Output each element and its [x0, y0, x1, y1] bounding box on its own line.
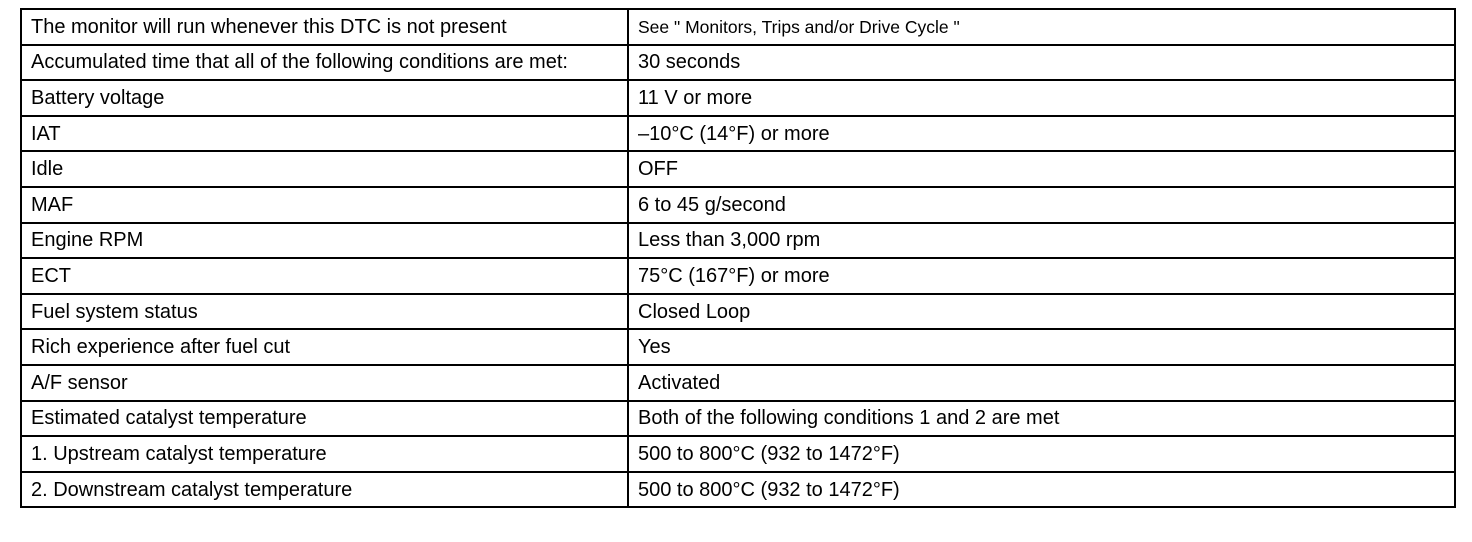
- condition-item-cell: Engine RPM: [21, 223, 628, 259]
- condition-item-cell: Fuel system status: [21, 294, 628, 330]
- condition-value-cell: Closed Loop: [628, 294, 1455, 330]
- condition-item-cell: Estimated catalyst temperature: [21, 401, 628, 437]
- condition-item-cell: MAF: [21, 187, 628, 223]
- table-row: [21, 223, 1455, 259]
- table-row: [21, 401, 1455, 437]
- condition-item-cell: Rich experience after fuel cut: [21, 329, 628, 365]
- table-row: [21, 365, 1455, 401]
- condition-item-cell: Battery voltage: [21, 80, 628, 116]
- condition-item-cell: IAT: [21, 116, 628, 152]
- table-row: [21, 9, 1455, 45]
- table-row: [21, 258, 1455, 294]
- condition-item-cell: 2. Downstream catalyst temperature: [21, 472, 628, 508]
- condition-value-cell: OFF: [628, 151, 1455, 187]
- conditions-table-container: [20, 8, 1450, 508]
- condition-value-cell: 6 to 45 g/second: [628, 187, 1455, 223]
- table-row: [21, 294, 1455, 330]
- condition-value-cell: Less than 3,000 rpm: [628, 223, 1455, 259]
- condition-value-cell: 75°C (167°F) or more: [628, 258, 1455, 294]
- condition-value-cell: –10°C (14°F) or more: [628, 116, 1455, 152]
- table-row: [21, 436, 1455, 472]
- table-row: [21, 80, 1455, 116]
- condition-value-cell: Yes: [628, 329, 1455, 365]
- condition-item-cell: Accumulated time that all of the following conditions are met:: [21, 45, 628, 81]
- condition-item-cell: A/F sensor: [21, 365, 628, 401]
- condition-value-cell: Both of the following conditions 1 and 2 are met: [628, 401, 1455, 437]
- table-row: [21, 187, 1455, 223]
- condition-value-cell: 500 to 800°C (932 to 1472°F): [628, 472, 1455, 508]
- condition-value-cell: Activated: [628, 365, 1455, 401]
- table-row: [21, 116, 1455, 152]
- condition-item-cell: 1. Upstream catalyst temperature: [21, 436, 628, 472]
- condition-item-cell: ECT: [21, 258, 628, 294]
- monitor-conditions-table: [20, 8, 1456, 508]
- table-row: [21, 329, 1455, 365]
- table-row: [21, 45, 1455, 81]
- table-row: [21, 472, 1455, 508]
- condition-item-cell: The monitor will run whenever this DTC is not present: [21, 9, 628, 45]
- condition-value-cell: 500 to 800°C (932 to 1472°F): [628, 436, 1455, 472]
- table-row: [21, 151, 1455, 187]
- condition-item-cell: Idle: [21, 151, 628, 187]
- condition-value-cell: See " Monitors, Trips and/or Drive Cycle ": [628, 9, 1455, 45]
- condition-value-cell: 11 V or more: [628, 80, 1455, 116]
- condition-value-cell: 30 seconds: [628, 45, 1455, 81]
